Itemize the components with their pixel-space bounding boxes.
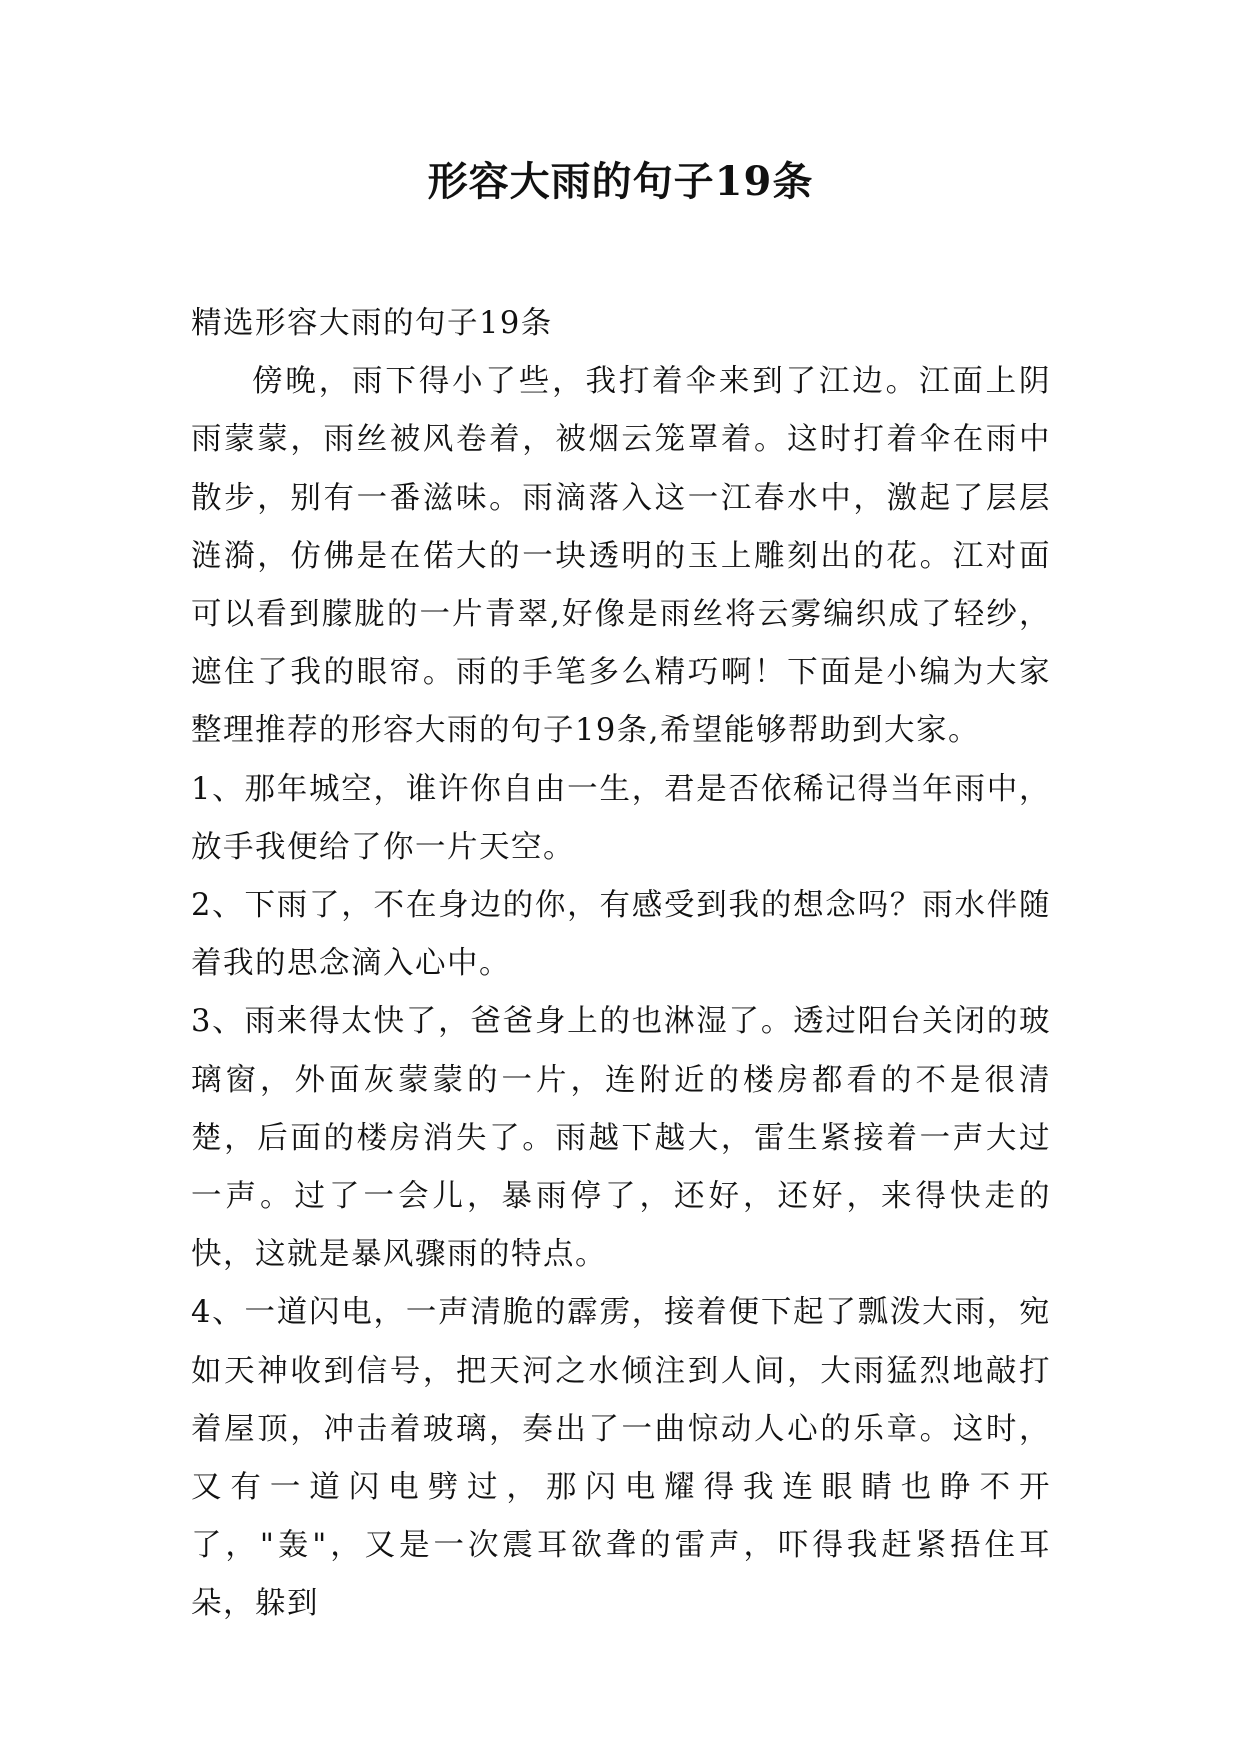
- list-item: 4、一道闪电，一声清脆的霹雳，接着便下起了瓢泼大雨，宛如天神收到信号，把天河之水倾注到人间，大雨猛烈地敲打着屋顶，冲击着玻璃，奏出了一曲惊动人心的乐章。这时，又有一道闪电劈过，那闪电耀得我连眼睛也睁不开了，"轰"，又是一次震耳欲聋的雷声，吓得我赶紧捂住耳朵，躲到: [191, 1295, 1051, 1622]
- intro-paragraph: 傍晚，雨下得小了些，我打着伞来到了江边。江面上阴雨蒙蒙，雨丝被风卷着，被烟云笼罩着。这时打着伞在雨中散步，别有一番滋味。雨滴落入这一江春水中，激起了层层涟漪，仿佛是在偌大的一块透明的玉上雕刻出的花。江对面可以看到朦胧的一片青翠,好像是雨丝将云雾编织成了轻纱，遮住了我的眼帘。雨的手笔多么精巧啊！下面是小编为大家整理推荐的形容大雨的句子19条,希望能够帮助到大家。: [191, 364, 1051, 749]
- list-item: 1、那年城空，谁许你自由一生，君是否依稀记得当年雨中，放手我便给了你一片天空。: [191, 771, 1051, 865]
- list-item: 2、下雨了，不在身边的你，有感受到我的想念吗？雨水伴随着我的思念滴入心中。: [191, 888, 1051, 982]
- document-title: 形容大雨的句子19条: [427, 158, 814, 205]
- list-item: 3、雨来得太快了，爸爸身上的也淋湿了。透过阳台关闭的玻璃窗，外面灰蒙蒙的一片，连附近的楼房都看的不是很清楚，后面的楼房消失了。雨越下越大，雷生紧接着一声大过一声。过了一会儿，暴雨停了，还好，还好，来得快走的快，这就是暴风骤雨的特点。: [191, 1004, 1051, 1273]
- document-body: [191, 295, 1051, 1634]
- subtitle-line: 精选形容大雨的句子19条: [191, 306, 553, 341]
